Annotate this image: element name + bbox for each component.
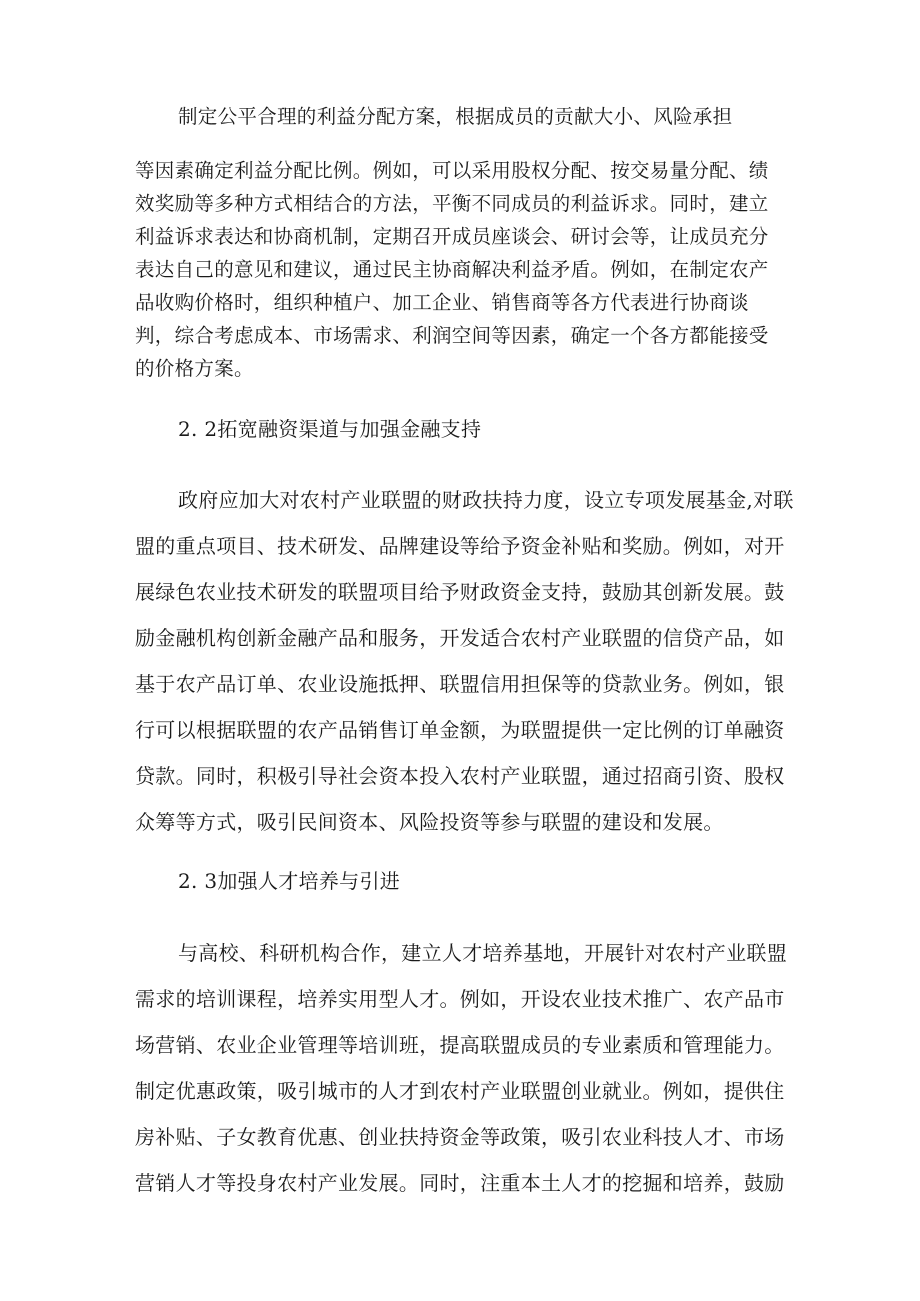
section-heading-talent: 2. 3加强人才培养与引进: [178, 869, 401, 893]
text-line: 制定优惠政策，吸引城市的人才到农村产业联盟创业就业。例如，提供住: [135, 1079, 785, 1103]
text-line: 的价格方案。: [135, 357, 254, 380]
text-line: 房补贴、子女教育优惠、创业扶持资金等政策，吸引农业科技人才、市场: [135, 1125, 785, 1149]
text-line: 表达自己的意见和建议，通过民主协商解决利益矛盾。例如，在制定农产: [135, 258, 769, 281]
text-line: 众筹等方式，吸引民间资本、风险投资等参与联盟的建设和发展。: [135, 810, 724, 834]
text-line: 展绿色农业技术研发的联盟项目给予财政资金支持，鼓励其创新发展。鼓: [135, 580, 785, 604]
text-line: 贷款。同时，积极引导社会资本投入农村产业联盟，通过招商引资、股权: [135, 764, 785, 788]
text-line: 营销人才等投身农村产业发展。同时，注重本土人才的挖掘和培养，鼓励: [135, 1171, 785, 1195]
text-line: 场营销、农业企业管理等培训班，提高联盟成员的专业素质和管理能力。: [135, 1033, 785, 1057]
text-line: 基于农产品订单、农业设施抵押、联盟信用担保等的贷款业务。例如，银: [135, 672, 785, 696]
text-line: 等因素确定利益分配比例。例如，可以采用股权分配、按交易量分配、绩: [135, 159, 769, 182]
text-line: 效奖励等多种方式相结合的方法，平衡不同成员的利益诉求。同时，建立: [135, 192, 769, 215]
text-line: 行可以根据联盟的农产品销售订单金额，为联盟提供一定比例的订单融资: [135, 718, 785, 742]
text-line: 判，综合考虑成本、市场需求、利润空间等因素，确定一个各方都能接受: [135, 324, 769, 347]
text-line: 利益诉求表达和协商机制，定期召开成员座谈会、研讨会等，让成员充分: [135, 225, 769, 248]
text-line: 制定公平合理的利益分配方案，根据成员的贡献大小、风险承担: [178, 105, 733, 128]
text-line: 政府应加大对农村产业联盟的财政扶持力度，设立专项发展基金,对联: [178, 488, 794, 512]
text-line: 品收购价格时，组织种植户、加工企业、销售商等各方代表进行协商谈: [135, 291, 749, 314]
section-heading-financing: 2. 2拓宽融资渠道与加强金融支持: [178, 417, 482, 441]
text-line: 盟的重点项目、技术研发、品牌建设等给予资金补贴和奖励。例如，对开: [135, 534, 785, 558]
text-line: 励金融机构创新金融产品和服务，开发适合农村产业联盟的信贷产品，如: [135, 626, 785, 650]
text-line: 与高校、科研机构合作，建立人才培养基地，开展针对农村产业联盟: [178, 941, 787, 965]
text-line: 需求的培训课程，培养实用型人才。例如，开设农业技术推广、农产品市: [135, 987, 785, 1011]
